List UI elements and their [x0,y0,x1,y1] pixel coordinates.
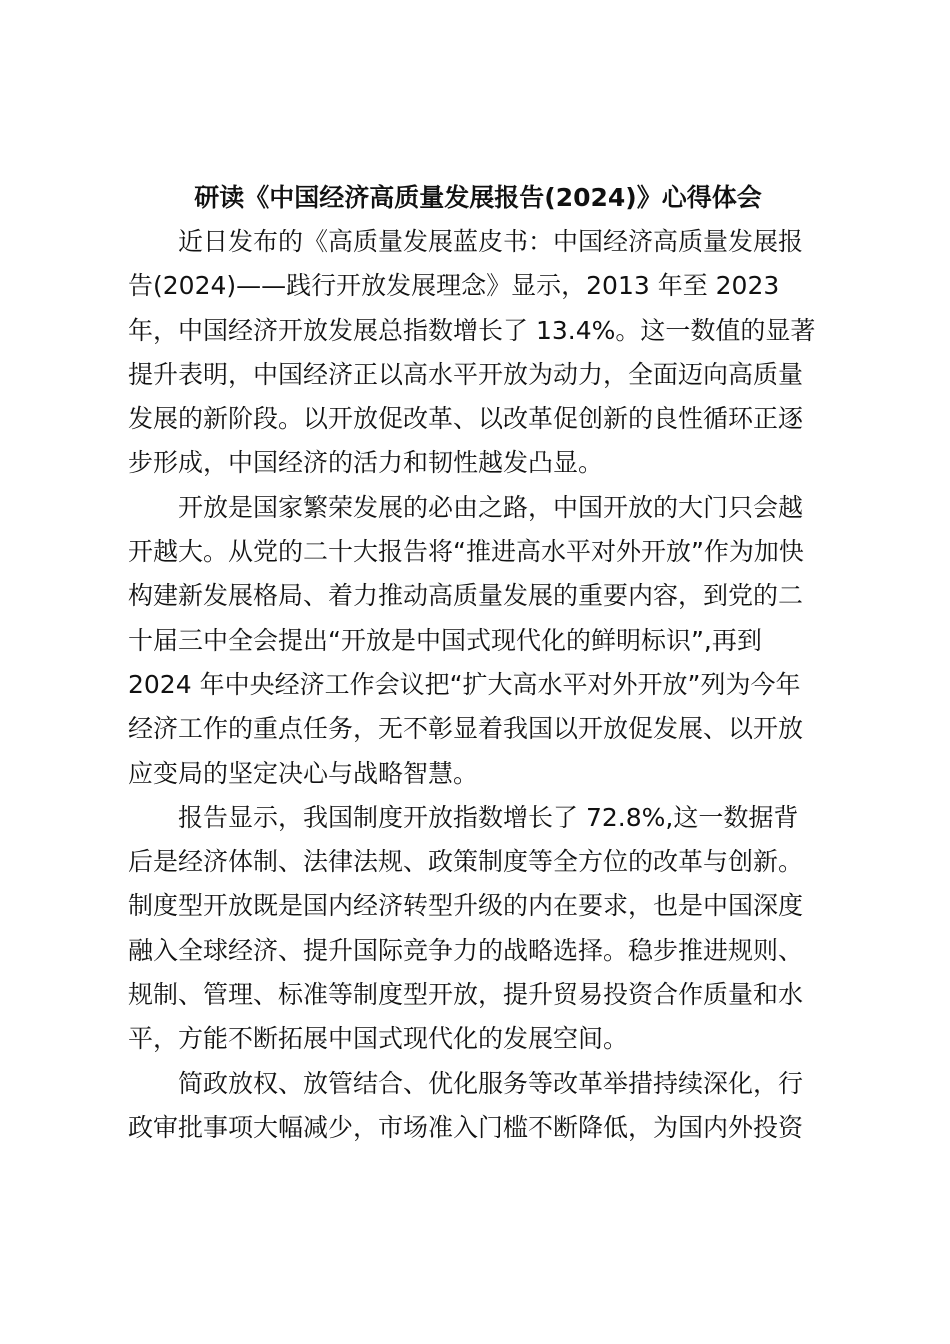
paragraph-line: 开越大。从党的二十大报告将“推进高水平对外开放”作为加快 [128,537,804,567]
paragraph-line: 规制、管理、标准等制度型开放，提升贸易投资合作质量和水 [128,980,804,1010]
paragraph-line: 制度型开放既是国内经济转型升级的内在要求，也是中国深度 [128,891,804,921]
paragraph-line: 应变局的坚定决心与战略智慧。 [128,758,479,788]
paragraph-line: 年，中国经济开放发展总指数增长了 13.4%。这一数值的显著 [128,315,816,345]
paragraph-line: 经济工作的重点任务，无不彰显着我国以开放促发展、以开放 [128,714,804,744]
paragraph-1 [128,220,828,486]
paragraph-line: 十届三中全会提出“开放是中国式现代化的鲜明标识”,再到 [128,625,762,655]
document-title: 研读《中国经济高质量发展报告(2024)》心得体会 [194,183,762,212]
paragraph-line: 平，方能不断拓展中国式现代化的发展空间。 [128,1024,629,1054]
paragraph-line: 简政放权、放管结合、优化服务等改革举措持续深化，行 [178,1068,804,1098]
paragraph-line: 报告显示，我国制度开放指数增长了 72.8%,这一数据背 [178,802,799,832]
paragraph-line: 开放是国家繁荣发展的必由之路，中国开放的大门只会越 [178,492,804,522]
paragraph-line: 融入全球经济、提升国际竞争力的战略选择。稳步推进规则、 [128,935,804,965]
paragraph-line: 政审批事项大幅减少，市场准入门槛不断降低，为国内外投资 [128,1112,804,1142]
document-body [128,220,828,1150]
paragraph-2 [128,486,828,796]
paragraph-line: 后是经济体制、法律法规、政策制度等全方位的改革与创新。 [128,847,804,877]
paragraph-line: 近日发布的《高质量发展蓝皮书：中国经济高质量发展报 [178,227,804,256]
paragraph-line: 提升表明，中国经济正以高水平开放为动力，全面迈向高质量 [128,359,804,389]
paragraph-4 [128,1062,828,1151]
paragraph-line: 步形成，中国经济的活力和韧性越发凸显。 [128,448,604,478]
paragraph-3 [128,796,828,1062]
paragraph-line: 2024 年中央经济工作会议把“扩大高水平对外开放”列为今年 [128,669,801,699]
paragraph-line: 构建新发展格局、着力推动高质量发展的重要内容，到党的二 [128,581,804,611]
paragraph-line: 发展的新阶段。以开放促改革、以改革促创新的良性循环正逐 [128,404,804,434]
paragraph-line: 告(2024)——践行开放发展理念》显示，2013 年至 2023 [128,271,780,301]
